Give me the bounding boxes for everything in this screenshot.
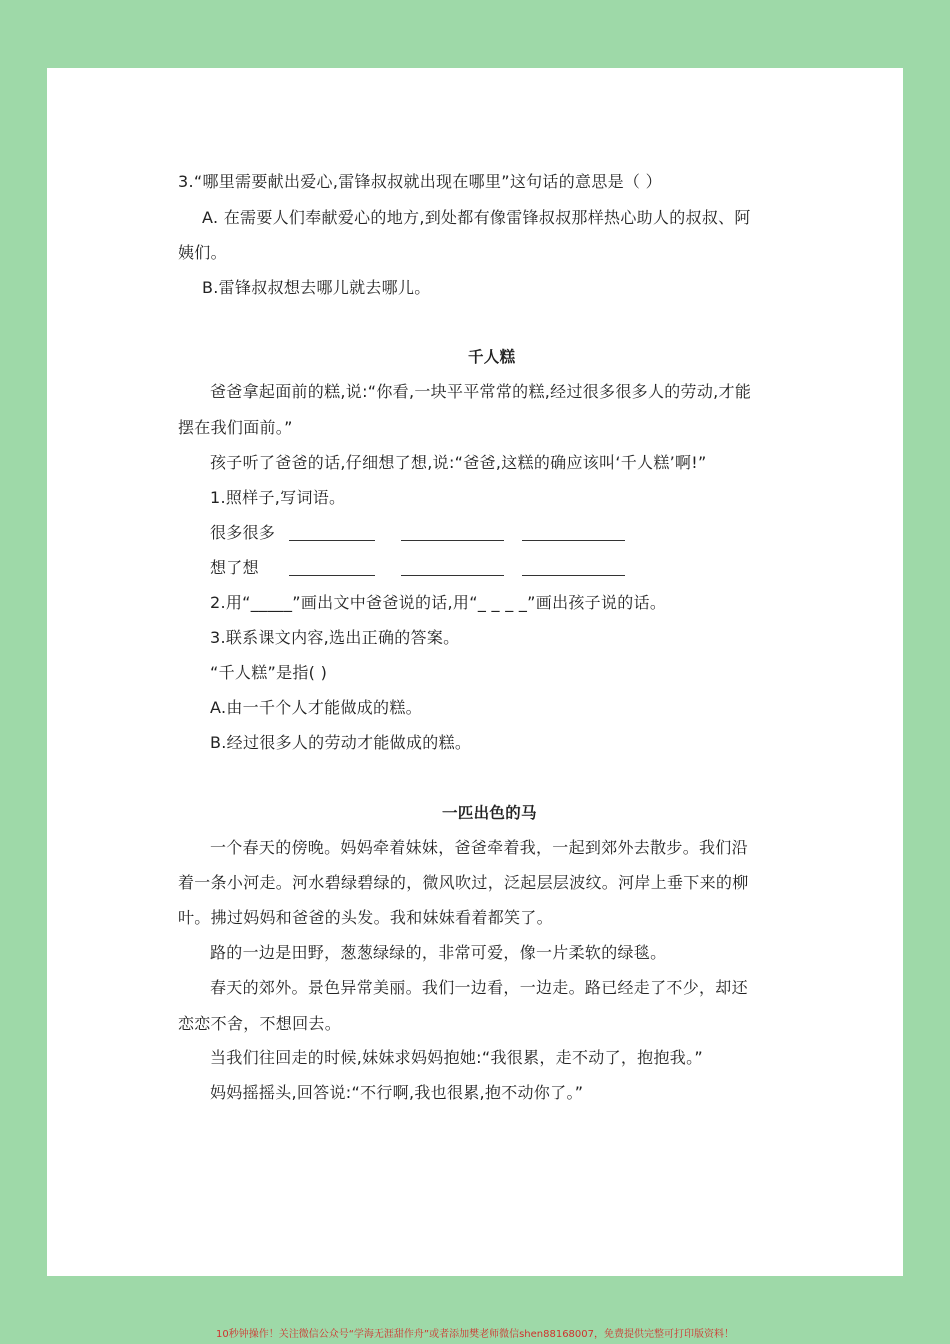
passage-paragraph-1-line-2: 摆在我们面前。” — [178, 418, 293, 437]
example-word-1: 很多很多 — [210, 523, 276, 542]
answer-blank[interactable] — [522, 575, 625, 576]
option-b: B.经过很多人的劳动才能做成的糕。 — [210, 733, 472, 752]
passage-paragraph-1-line-1: 爸爸拿起面前的糕,说:“你看,一块平平常常的糕,经过很多很多人的劳动,才能 — [210, 382, 752, 401]
answer-blank[interactable] — [401, 540, 504, 541]
promo-footer: 10秒钟操作！关注微信公众号“学海无涯甜作舟”或者添加樊老师微信shen88168007，免费提供完整可打印版资料！ — [215, 1329, 735, 1340]
answer-blank[interactable] — [289, 575, 375, 576]
section-title-horse: 一匹出色的马 — [442, 804, 537, 822]
question-3-stem: “千人糕”是指( ) — [210, 663, 328, 682]
question-2: 2.用“_____”画出文中爸爸说的话,用“_ _ _ _”画出孩子说的话。 — [210, 593, 667, 612]
horse-paragraph-4: 当我们往回走的时候,妹妹求妈妈抱她:“我很累，走不动了，抱抱我。” — [210, 1048, 703, 1067]
horse-paragraph-1-line-3: 叶。拂过妈妈和爸爸的头发。我和妹妹看着都笑了。 — [178, 908, 553, 927]
option-a-line-2: 姨们。 — [178, 243, 227, 262]
question-3-lei-feng: 3.“哪里需要献出爱心,雷锋叔叔就出现在哪里”这句话的意思是（ ） — [178, 172, 662, 191]
example-word-2: 想了想 — [210, 558, 259, 577]
horse-paragraph-5: 妈妈摇摇头,回答说:“不行啊,我也很累,抱不动你了。” — [210, 1083, 584, 1102]
horse-paragraph-1-line-2: 着一条小河走。河水碧绿碧绿的，微风吹过，泛起层层波纹。河岸上垂下来的柳 — [178, 873, 749, 892]
horse-paragraph-3-line-2: 恋恋不舍，不想回去。 — [178, 1014, 342, 1033]
answer-blank[interactable] — [401, 575, 504, 576]
horse-paragraph-1-line-1: 一个春天的傍晚。妈妈牵着妹妹，爸爸牵着我，一起到郊外去散步。我们沿 — [210, 838, 748, 857]
section-title-qianrengao: 千人糕 — [468, 348, 516, 366]
question-1: 1.照样子,写词语。 — [210, 488, 346, 507]
answer-blank[interactable] — [289, 540, 375, 541]
answer-blank[interactable] — [522, 540, 625, 541]
question-3: 3.联系课文内容,选出正确的答案。 — [210, 628, 460, 647]
option-b: B.雷锋叔叔想去哪儿就去哪儿。 — [202, 278, 431, 297]
option-a-line-1: A. 在需要人们奉献爱心的地方,到处都有像雷锋叔叔那样热心助人的叔叔、阿 — [202, 208, 751, 227]
passage-paragraph-2: 孩子听了爸爸的话,仔细想了想,说:“爸爸,这糕的确应该叫‘千人糕’啊!” — [210, 453, 707, 472]
horse-paragraph-3-line-1: 春天的郊外。景色异常美丽。我们一边看，一边走。路已经走了不少，却还 — [210, 978, 748, 997]
horse-paragraph-2: 路的一边是田野，葱葱绿绿的，非常可爱，像一片柔软的绿毯。 — [210, 943, 667, 962]
option-a: A.由一千个人才能做成的糕。 — [210, 698, 422, 717]
